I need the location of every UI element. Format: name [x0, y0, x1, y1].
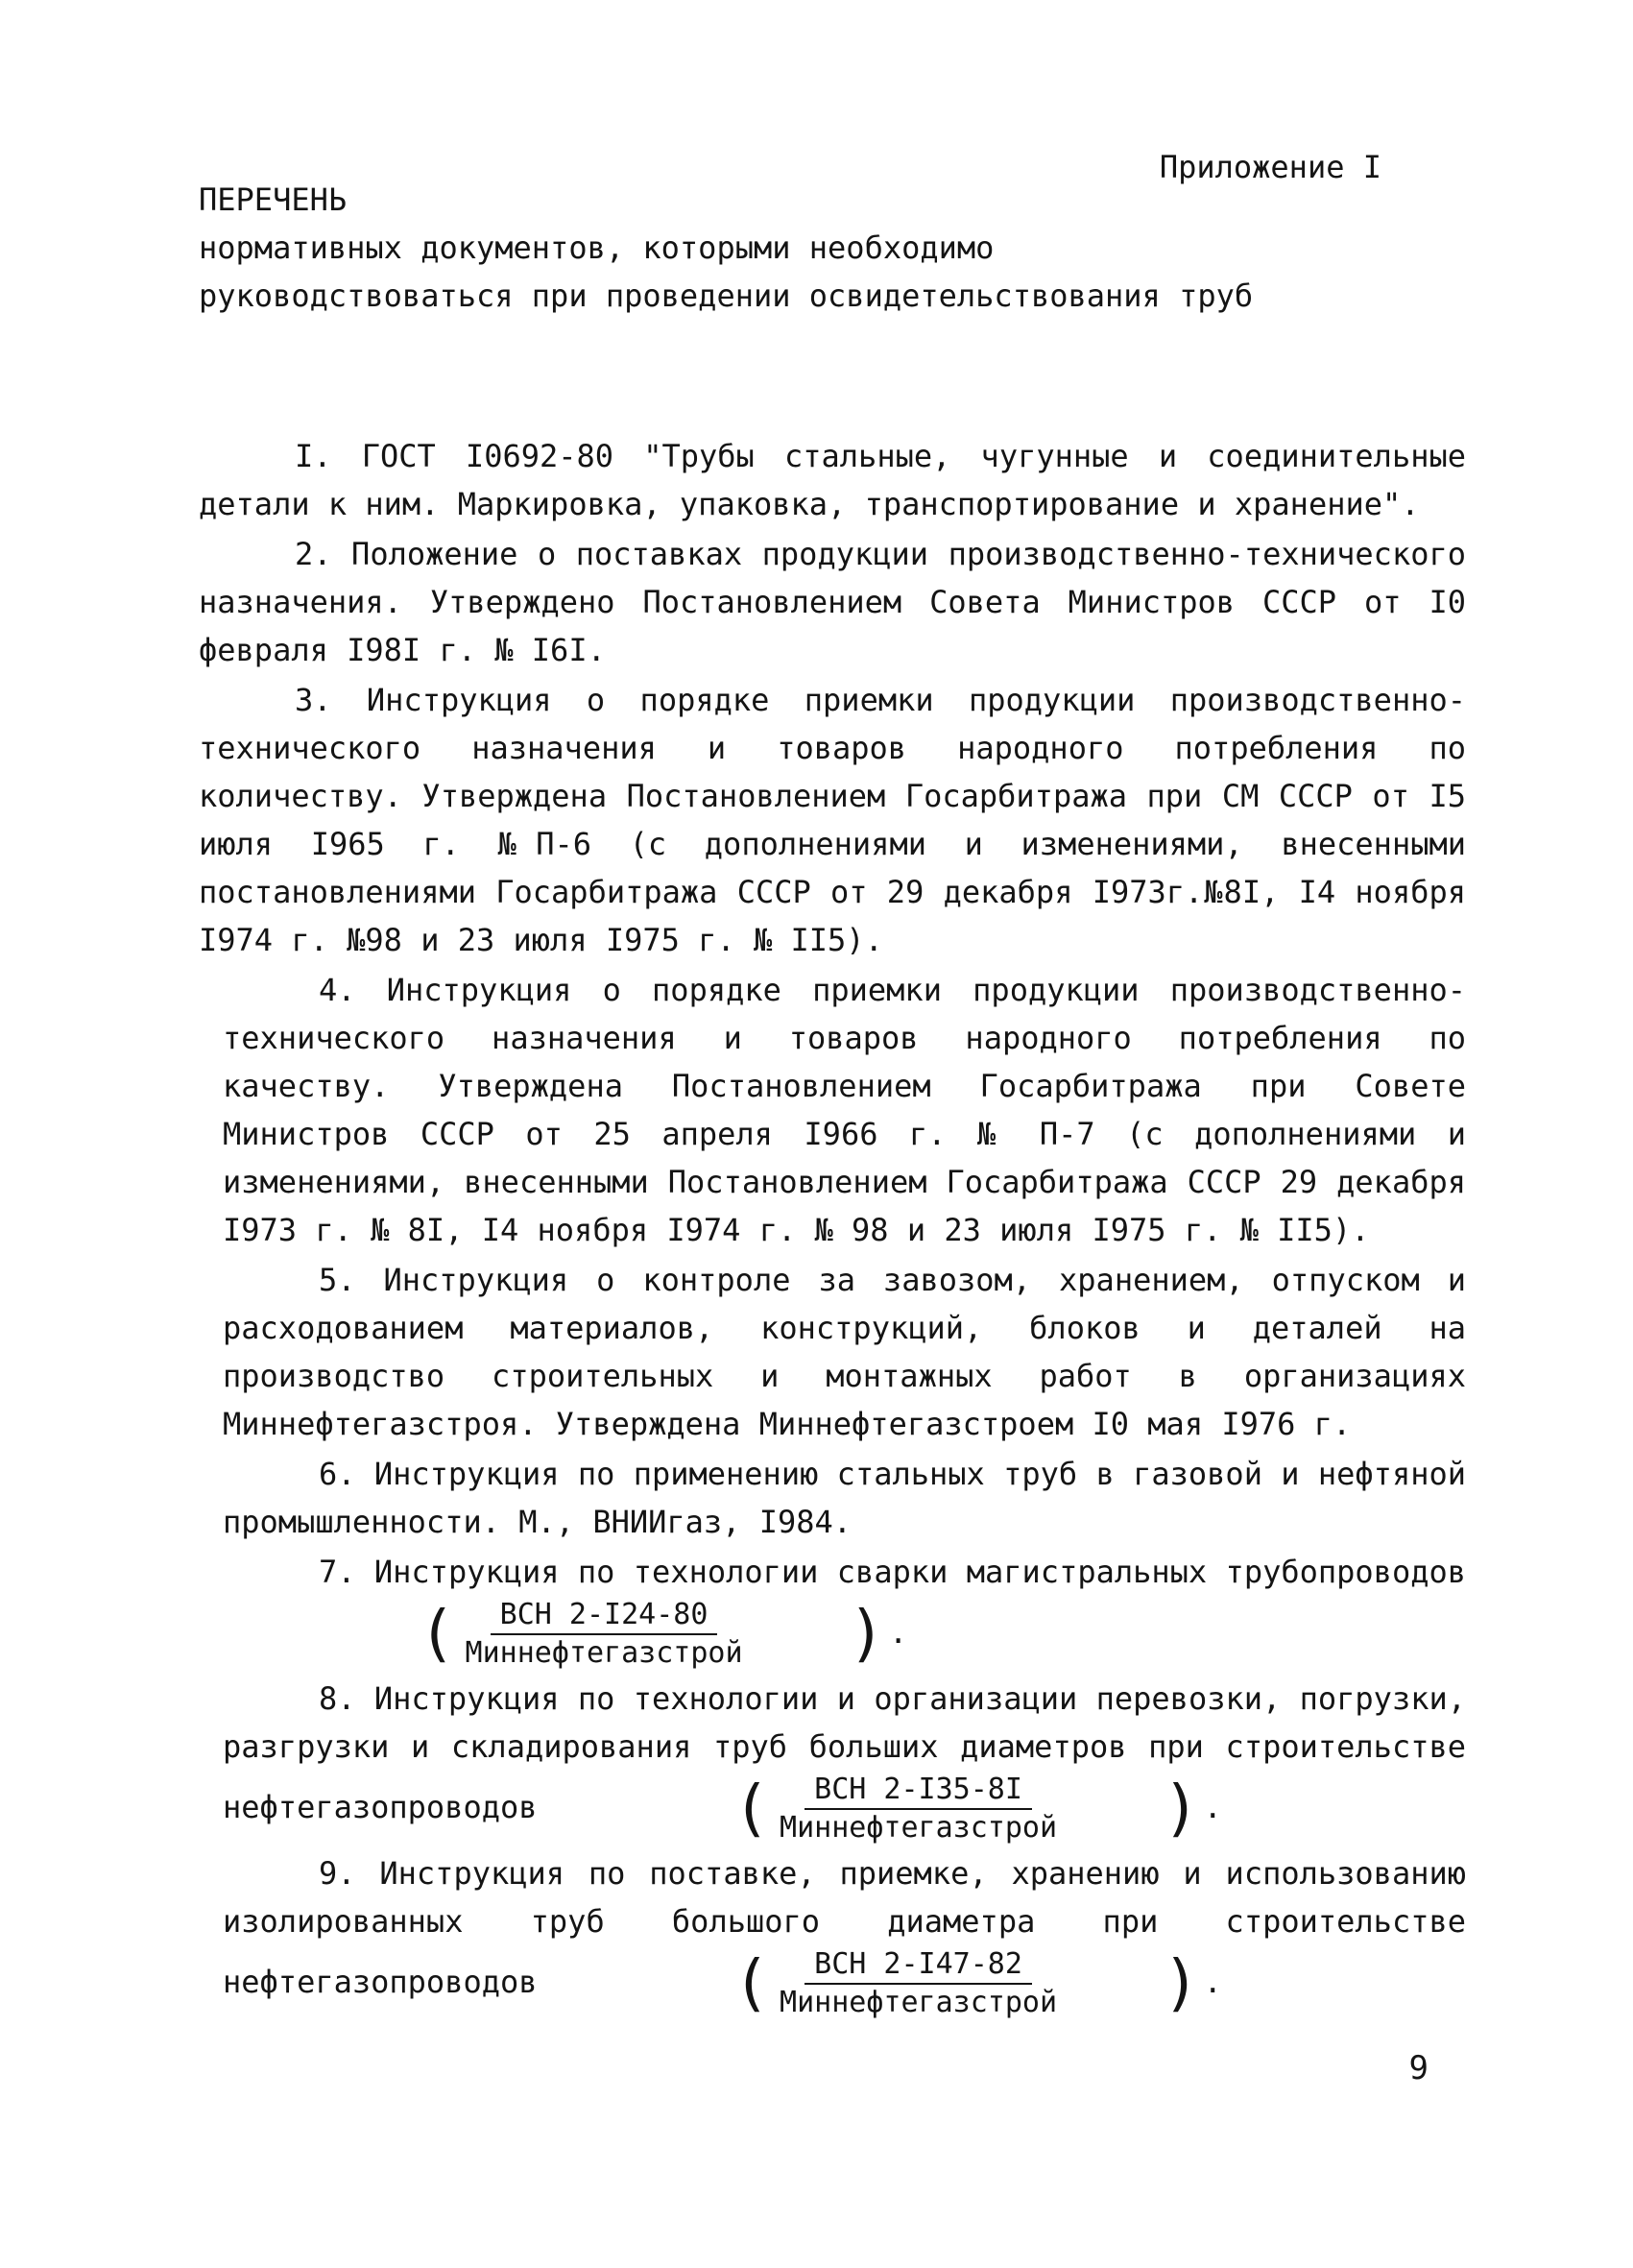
page-number: 9 [1408, 2049, 1429, 2087]
right-paren: ) [1163, 1773, 1200, 1845]
document-reference [541, 1771, 1200, 1847]
list-item-text: 3. Инструкция о порядке приемки продукции производственно-технического назначения и товаров народного потребления по количеству. Утверждена Постановлением Госарбитража при СМ СССР от I5 июля I965 г. №П-6 (с дополнениями и изменениями, внесенными постановлениями Госарбитража СССР от 29 декабря I973г.№8I, I4 ноября I974 г. №98 и 23 июля I975 г. № II5). [199, 682, 1466, 958]
document-heading [199, 176, 1303, 320]
heading-subtitle: нормативных документов, которыми необходимо руководствоваться при проведении освидетельствования труб [199, 229, 1254, 314]
right-paren: ) [848, 1599, 886, 1670]
reference-ministry: Миннефтегазстрой [780, 1986, 1058, 2019]
list-item-text: 2. Положение о поставках продукции производственно-технического назначения. Утверждено Постановлением Совета Министров СССР от I0 февраля I98I г. № I6I. [199, 536, 1466, 668]
list-item-text: 6. Инструкция по применению стальных труб в газовой и нефтяной промышленности. М., ВНИИгаз, I984. [223, 1456, 1466, 1540]
list-item-text: 4. Инструкция о порядке приемки продукции производственно-технического назначения и товаров народного потребления по качеству. Утверждена Постановлением Госарбитража при Совете Министров СССР от 25 апреля I966 г. № П-7 (с дополнениями и изменениями, внесенными Постановлением Госарбитража СССР 29 декабря I973 г. № 8I, I4 ноября I974 г. № 98 и 23 июля I975 г. № II5). [223, 972, 1466, 1248]
document-reference [227, 1596, 885, 1673]
appendix-label: Приложение I [1159, 149, 1381, 185]
right-paren: ) [1163, 1948, 1200, 2019]
reference-code: ВСН 2-I35-8I [804, 1773, 1032, 1810]
normative-documents-list [199, 432, 1466, 2024]
left-paren: ( [732, 1773, 771, 1845]
reference-ministry: Миннефтегазстрой [465, 1636, 743, 1670]
list-item [199, 530, 1466, 674]
list-item [199, 1450, 1466, 1546]
list-item-text: 9. Инструкция по поставке, приемке, хранению и использованию изолированных труб большого диаметра при строительстве нефтегазопроводов [223, 1855, 1466, 2000]
list-item-text: I. ГОСТ I0692-80 "Трубы стальные, чугунные и соединительные детали к ним. Маркировка, упаковка, транспортирование и хранение". [199, 438, 1466, 522]
reference-code: ВСН 2-I24-80 [491, 1599, 718, 1635]
list-item: 9. Инструкция по поставке, приемке, хранению и использованию изолированных труб большого диаметра при строительстве нефтегазопроводов ( $\frac{\text{ВСН 2-I47-82}}{\text{Миннефтегазстрой}}$ ) . [199, 1849, 1466, 2022]
reference-fraction [770, 1773, 1067, 1845]
reference-ministry: Миннефтегазстрой [780, 1811, 1058, 1845]
list-item-text: 8. Инструкция по технологии и организации перевозки, погрузки, разгрузки и складирования труб больших диаметров при строительстве нефтегазопроводов [223, 1680, 1466, 1825]
list-item [199, 966, 1466, 1254]
document-reference [541, 1945, 1200, 2022]
list-item: 7. Инструкция по технологии сварки магистральных трубопроводов( $\frac{\text{ВСН 2-I24-80}}{\text{Миннефтегазстрой}}$ ) . [199, 1548, 1466, 1673]
left-paren: ( [419, 1599, 456, 1670]
reference-fraction [770, 1948, 1067, 2019]
heading-title: ПЕРЕЧЕНЬ [199, 181, 348, 218]
list-item [199, 676, 1466, 964]
list-item-text: 5. Инструкция о контроле за завозом, хранением, отпуском и расходованием материалов, конструкций, блоков и деталей на производство строительных и монтажных работ в организациях Миннефтегазстроя. Утверждена Миннефтегазстроем I0 мая I976 г. [223, 1262, 1466, 1442]
list-item [199, 1256, 1466, 1448]
list-item [199, 432, 1466, 528]
list-item-text: 7. Инструкция по технологии сварки магистральных трубопроводов [319, 1554, 1466, 1590]
list-item: 8. Инструкция по технологии и организации перевозки, погрузки, разгрузки и складирования труб больших диаметров при строительстве нефтегазопроводов ( $\frac{\text{ВСН 2-I35-8I}}{\text{Миннефтегазстрой}}$ ) . [199, 1675, 1466, 1847]
reference-code: ВСН 2-I47-82 [804, 1948, 1032, 1985]
reference-fraction [456, 1599, 753, 1670]
left-paren: ( [732, 1948, 771, 2019]
